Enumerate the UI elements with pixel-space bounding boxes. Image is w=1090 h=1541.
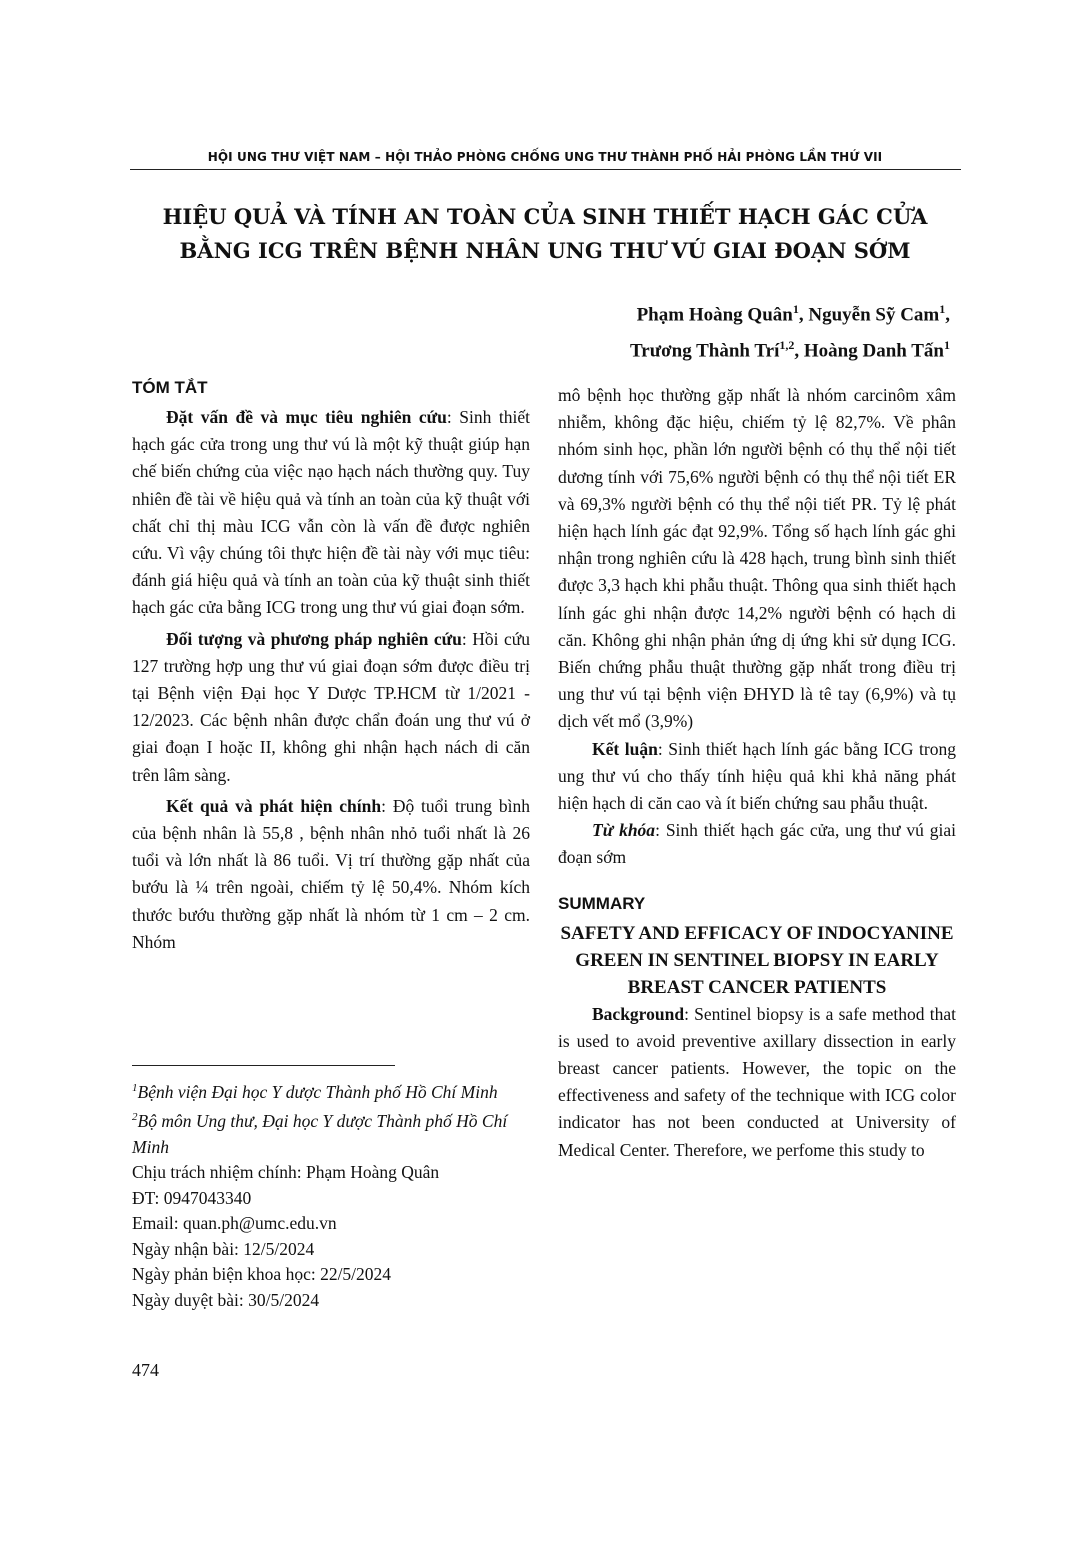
author-name: Hoàng Danh Tấn [803,340,944,362]
affiliation-mark: 1,2 [779,338,795,353]
affiliation-footnote [132,1076,530,1105]
paragraph-label: Kết luận [592,738,658,759]
corresponding-author: Chịu trách nhiệm chính: Phạm Hoàng Quân [132,1162,440,1183]
abstract-paragraph-results [132,793,530,956]
title-line-1: HIỆU QUẢ VÀ TÍNH AN TOÀN CỦA SINH THIẾT HẠCH GÁC CỬA [162,204,928,229]
paragraph-label: Đặt vấn đề và mục tiêu nghiên cứu [166,407,447,427]
right-column [558,382,956,1164]
review-date: Ngày phản biện khoa học: 22/5/2024 [132,1264,392,1285]
affiliation-footnote [132,1105,530,1160]
affiliation-mark: 1 [792,302,799,316]
author-name: Phạm Hoàng Quân [636,304,793,326]
received-date: Ngày nhận bài: 12/5/2024 [132,1238,315,1259]
email-address: Email: quan.ph@umc.edu.vn [132,1213,337,1234]
abstract-heading: TÓM TẮT [132,378,208,397]
keywords [558,817,956,871]
paragraph-text: : Sentinel biopsy is a safe method that is used to avoid preventive axillary dissection in early breast cancer patients. However, the topic on the effectiveness and safety of the technique with ICG color indicator has not been conducted at University of Medical Center. Therefore, we perfome this study to [558,1003,956,1160]
phone-number: ĐT: 0947043340 [132,1187,252,1208]
paragraph-text: : Hồi cứu 127 trường hợp ung thư vú giai đoạn sớm được điều trị tại Bệnh viện Đại học Y Dược TP.HCM từ 1/2021 - 12/2023. Các bệnh nhân được chẩn đoán ung thư vú ở giai đoạn I hoặc II, không ghi nhận hạch nách di căn trên lâm sàng. [132,628,530,785]
paragraph-text: : Sinh thiết hạch gác cửa trong ung thư vú là một kỹ thuật giúp hạn chế biến chứng của việc nạo hạch nách thường quy. Tuy nhiên đề tài về hiệu quả và tính an toàn của kỹ thuật với chất chỉ thị màu ICG vẫn còn là vấn đề được nghiên cứu. Vì vậy chúng tôi thực hiện đề tài này với mục tiêu: đánh giá hiệu quả và tính an toàn của kỹ thuật sinh thiết hạch gác cửa bằng ICG trong ung thư vú giai đoạn sớm. [132,407,530,618]
title-line-2: BẰNG ICG TRÊN BỆNH NHÂN UNG THƯ VÚ GIAI ĐOẠN SỚM [179,238,911,263]
accepted-date: Ngày duyệt bài: 30/5/2024 [132,1289,320,1310]
affiliation-text: Bệnh viện Đại học Y dược Thành phố Hồ Chí Minh [137,1081,498,1102]
author-list: Phạm Hoàng Quân$^1$, Nguyễn Sỹ Cam$^1$, Trương Thành Trí$^{1,2}$, Hoàng Danh Tấn$^1$ [630,302,950,362]
abstract-paragraph-results-continued: mô bệnh học thường gặp nhất là nhóm carcinôm xâm nhiễm, không đặc hiệu, chiếm tỷ lệ 82,7%. Về phân nhóm sinh học, phần lớn người bệnh có thụ thể nội tiết dương tính với 75,6% người bệnh có thụ thể nội tiết ER và 69,3% người bệnh có thụ thể nội tiết PR. Tỷ lệ phát hiện hạch lính gác đạt 92,9%. Tổng số hạch lính gác ghi nhận trong nghiên cứu là 428 hạch, trung bình sinh thiết được 3,3 hạch khi phẫu thuật. Thông qua sinh thiết hạch lính gác ghi nhận được 14,2% người bệnh có hạch di căn. Không ghi nhận phản ứng dị ứng khi sử dụng ICG. Biến chứng phẫu thuật thường gặp nhất trong điều trị ung thư vú tại bệnh viện ĐHYD là tê tay (6,9%) và tụ dịch vết mổ (3,9%) [558,385,956,732]
affiliation-mark: 1 [944,338,950,353]
paragraph-label: Đối tượng và phương pháp nghiên cứu [166,628,462,649]
page-number: 474 [132,1360,159,1380]
summary-heading: SUMMARY [558,893,646,913]
paragraph-text: : Độ tuổi trung bình của bệnh nhân là 55,8 , bệnh nhân nhỏ tuổi nhất là 26 tuổi và lớn nhất là 86 tuổi. Vị trí thường gặp nhất của bướu là ¼ trên ngoài, chiếm tỷ lệ 50,4%. Nhóm kích thước bướu thường gặp nhất là nhóm từ 1 cm – 2 cm. Nhóm [132,795,531,952]
english-title: SAFETY AND EFFICACY OF INDOCYANINE GREEN IN SENTINEL BIOPSY IN EARLY BREAST CANCER PATIENTS [560,922,954,998]
paragraph-label: Kết quả và phát hiện chính [166,795,382,816]
abstract-paragraph-background [132,404,530,622]
affiliation-mark: 1 [939,302,946,316]
running-header: HỘI UNG THƯ VIỆT NAM – HỘI THẢO PHÒNG CHỐNG UNG THƯ THÀNH PHỐ HẢI PHÒNG LẦN THỨ VII [207,150,883,164]
paragraph-text: : Sinh thiết hạch lính gác bằng ICG trong ung thư vú cho thấy tính hiệu quả khi khả năng phát hiện hạch di căn cao và ít biến chứng sau phẫu thuật. [558,738,956,814]
affiliation-mark: 1 [132,1082,138,1094]
header-rule [130,169,961,170]
article-title [130,200,960,268]
keywords-label: Từ khóa [592,820,656,841]
summary-paragraph-background [558,1001,956,1164]
author-name: Nguyễn Sỹ Cam [808,304,940,326]
paragraph-label: Background [592,1003,685,1024]
footnotes [132,1076,530,1313]
left-column [132,376,530,956]
author-name: Trương Thành Trí [630,340,780,362]
footnote-rule [132,1065,395,1066]
abstract-paragraph-conclusion [558,736,956,818]
affiliation-mark: 2 [132,1111,138,1124]
abstract-paragraph-methods [132,626,530,789]
keywords-text: : Sinh thiết hạch gác cửa, ung thư vú giai đoạn sớm [558,820,956,868]
affiliation-text: Bộ môn Ung thư, Đại học Y dược Thành phố Hồ Chí Minh [132,1111,508,1157]
